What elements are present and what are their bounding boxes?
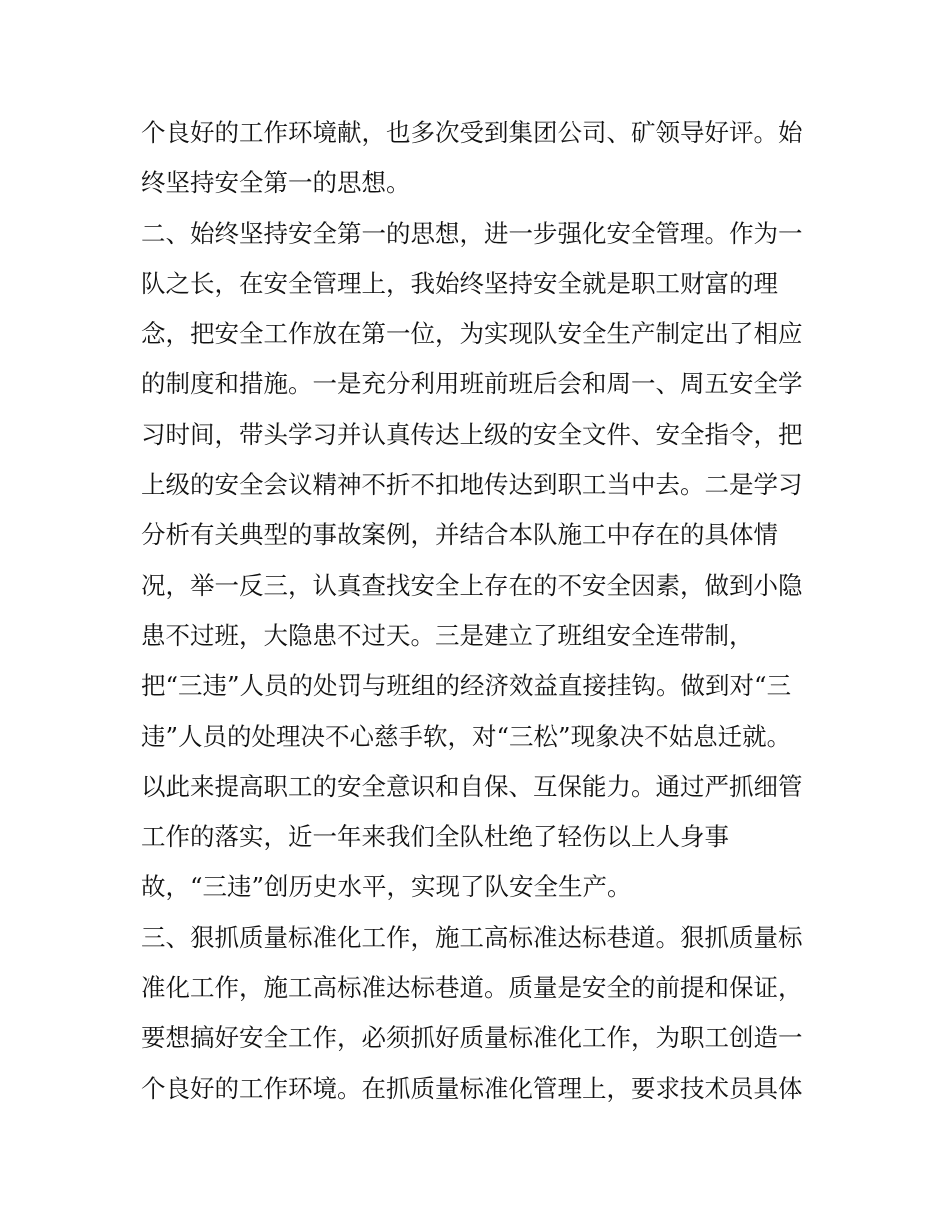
text-line-6: 的制度和措施。一是充分利用班前班后会和周一、周五安全学 <box>141 369 803 399</box>
text-line-3: 二、始终坚持安全第一的思想，进一步强化安全管理。作为一 <box>141 218 803 248</box>
text-line-20: 个良好的工作环境。在抓质量标准化管理上，要求技术员具体 <box>141 1073 803 1103</box>
text-line-14: 以此来提高职工的安全意识和自保、互保能力。通过严抓细管 <box>141 771 803 801</box>
text-line-5: 念，把安全工作放在第一位，为实现队安全生产制定出了相应 <box>141 319 803 349</box>
text-line-1: 个良好的工作环境献，也多次受到集团公司、矿领导好评。始 <box>141 118 803 147</box>
text-line-2: 终坚持安全第一的思想。 <box>141 168 411 198</box>
text-line-13: 违”人员的处理决不心慈手软，对“三松”现象决不姑息迁就。 <box>141 721 792 751</box>
text-line-4: 队之长，在安全管理上，我始终坚持安全就是职工财富的理 <box>141 268 778 298</box>
text-line-11: 患不过班，大隐患不过天。三是建立了班组安全连带制， <box>141 620 754 650</box>
text-line-16: 故，“三违”创历史水平，实现了队安全生产。 <box>141 872 632 902</box>
text-line-10: 况，举一反三，认真查找安全上存在的不安全因素，做到小隐 <box>141 570 803 600</box>
text-line-12: 把“三违”人员的处罚与班组的经济效益直接挂钩。做到对“三 <box>141 671 792 701</box>
text-line-19: 要想搞好安全工作，必须抓好质量标准化工作，为职工创造一 <box>141 1023 803 1053</box>
text-line-7: 习时间，带头学习并认真传达上级的安全文件、安全指令，把 <box>141 419 803 449</box>
text-line-9: 分析有关典型的事故案例，并结合本队施工中存在的具体情 <box>141 520 778 550</box>
text-line-15: 工作的落实，近一年来我们全队杜绝了轻伤以上人身事 <box>141 822 729 852</box>
text-line-17: 三、狠抓质量标准化工作，施工高标准达标巷道。狠抓质量标 <box>141 922 803 952</box>
text-line-18: 准化工作，施工高标准达标巷道。质量是安全的前提和保证， <box>141 973 803 1003</box>
body-text <box>141 108 821 1114</box>
text-line-8: 上级的安全会议精神不折不扣地传达到职工当中去。二是学习 <box>141 470 803 500</box>
